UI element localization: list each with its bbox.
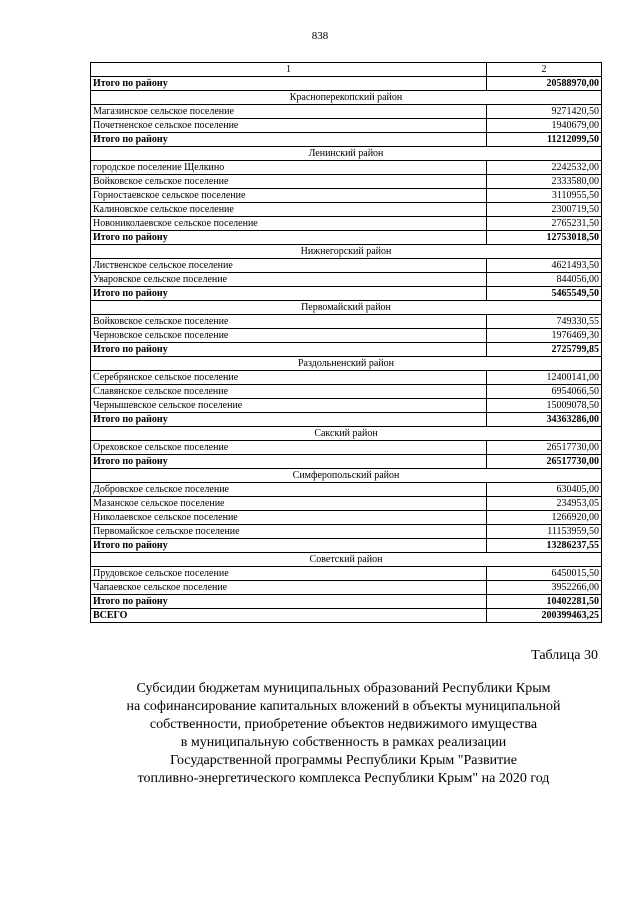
page-number: 838: [311, 30, 329, 42]
table-row: [91, 189, 602, 203]
table-row: [91, 175, 602, 189]
district-name: Советский район: [91, 553, 602, 567]
total-row: [91, 539, 602, 553]
amount-value: 1266920,00: [487, 511, 602, 525]
settlement-name: Ореховское сельское поселение: [91, 441, 487, 455]
settlement-name: Магазинское сельское поселение: [91, 105, 487, 119]
amount-value: 2300719,50: [487, 203, 602, 217]
table-row: [91, 119, 602, 133]
total-row: [91, 595, 602, 609]
amount-value: 234953,05: [487, 497, 602, 511]
table-row: [91, 371, 602, 385]
total-row: [91, 287, 602, 301]
table-row: [91, 385, 602, 399]
settlement-name: Чернышевское сельское поселение: [91, 399, 487, 413]
total-amount: 200399463,25: [487, 609, 602, 623]
settlement-name: Калиновское сельское поселение: [91, 203, 487, 217]
total-row: [91, 133, 602, 147]
title-line: на софинансирование капитальных вложений в объекты муниципальной: [126, 699, 561, 714]
table-row: [91, 483, 602, 497]
amount-value: 11153959,50: [487, 525, 602, 539]
total-label: Итого по району: [91, 455, 487, 469]
settlement-name: Прудовское сельское поселение: [91, 567, 487, 581]
settlement-name: Добровское сельское поселение: [91, 483, 487, 497]
total-amount: 10402281,50: [487, 595, 602, 609]
amount-value: 12400141,00: [487, 371, 602, 385]
settlement-name: Серебрянское сельское поселение: [91, 371, 487, 385]
total-label: Итого по району: [91, 287, 487, 301]
district-name: Красноперекопский район: [91, 91, 602, 105]
table-row: [91, 315, 602, 329]
total-amount: 13286237,55: [487, 539, 602, 553]
table-row: [91, 203, 602, 217]
amount-value: 6450015,50: [487, 567, 602, 581]
total-label: Итого по району: [91, 231, 487, 245]
total-amount: 2725799,85: [487, 343, 602, 357]
table-row: [91, 581, 602, 595]
settlement-name: Черновское сельское поселение: [91, 329, 487, 343]
settlement-name: Мазанское сельское поселение: [91, 497, 487, 511]
table-row: [91, 273, 602, 287]
table-row: [91, 105, 602, 119]
table-row: [91, 511, 602, 525]
amount-value: 6954066,50: [487, 385, 602, 399]
total-label: Итого по району: [91, 77, 487, 91]
title-line: собственности, приобретение объектов недвижимого имущества: [149, 717, 538, 732]
amount-value: 9271420,50: [487, 105, 602, 119]
settlement-name: Славянское сельское поселение: [91, 385, 487, 399]
settlement-name: Чапаевское сельское поселение: [91, 581, 487, 595]
title-line: Субсидии бюджетам муниципальных образований Республики Крым: [136, 681, 551, 696]
total-amount: 12753018,50: [487, 231, 602, 245]
settlement-name: Лиственское сельское поселение: [91, 259, 487, 273]
table-row: [91, 441, 602, 455]
settlement-name: Новониколаевское сельское поселение: [91, 217, 487, 231]
district-name: Раздольненский район: [91, 357, 602, 371]
district-header-row: [91, 469, 602, 483]
district-header-row: [91, 301, 602, 315]
settlement-name: Войковское сельское поселение: [91, 175, 487, 189]
total-label: Итого по району: [91, 343, 487, 357]
district-name: Симферопольский район: [91, 469, 602, 483]
district-name: Ленинский район: [91, 147, 602, 161]
total-row: [91, 609, 602, 623]
settlement-name: городское поселение Щелкино: [91, 161, 487, 175]
total-row: [91, 77, 602, 91]
column-header-2: 2: [487, 63, 602, 77]
amount-value: 2765231,50: [487, 217, 602, 231]
district-header-row: [91, 245, 602, 259]
amount-value: 3952266,00: [487, 581, 602, 595]
total-amount: 5465549,50: [487, 287, 602, 301]
settlement-name: Уваровское сельское поселение: [91, 273, 487, 287]
total-row: [91, 413, 602, 427]
amount-value: 1976469,30: [487, 329, 602, 343]
title-line: в муниципальную собственность в рамках реализации: [180, 735, 507, 750]
amount-value: 630405,00: [487, 483, 602, 497]
total-row: [91, 343, 602, 357]
table-header-row: [91, 63, 602, 77]
table-row: [91, 497, 602, 511]
total-amount: 20588970,00: [487, 77, 602, 91]
title-line: топливно-энергетического комплекса Республики Крым" на 2020 год: [137, 771, 550, 786]
title-line: Государственной программы Республики Крым "Развитие: [170, 753, 517, 768]
amount-value: 15009078,50: [487, 399, 602, 413]
total-label: Итого по району: [91, 595, 487, 609]
table-row: [91, 329, 602, 343]
amount-value: 4621493,50: [487, 259, 602, 273]
district-header-row: [91, 357, 602, 371]
settlement-name: Горностаевское сельское поселение: [91, 189, 487, 203]
table-number-label: Таблица 30: [531, 648, 598, 663]
settlement-name: Войковское сельское поселение: [91, 315, 487, 329]
district-header-row: [91, 91, 602, 105]
settlement-name: Первомайское сельское поселение: [91, 525, 487, 539]
table-row: [91, 259, 602, 273]
amount-value: 844056,00: [487, 273, 602, 287]
amount-value: 2333580,00: [487, 175, 602, 189]
total-row: [91, 231, 602, 245]
total-label: Итого по району: [91, 413, 487, 427]
amount-value: 26517730,00: [487, 441, 602, 455]
district-header-row: [91, 147, 602, 161]
column-header-1: 1: [91, 63, 487, 77]
total-label: ВСЕГО: [91, 609, 487, 623]
table-row: [91, 399, 602, 413]
total-label: Итого по району: [91, 133, 487, 147]
table-row: [91, 217, 602, 231]
total-amount: 34363286,00: [487, 413, 602, 427]
total-label: Итого по району: [91, 539, 487, 553]
total-amount: 11212099,50: [487, 133, 602, 147]
settlement-name: Николаевское сельское поселение: [91, 511, 487, 525]
amount-value: 2242532,00: [487, 161, 602, 175]
district-header-row: [91, 553, 602, 567]
district-name: Нижнегорский район: [91, 245, 602, 259]
total-row: [91, 455, 602, 469]
district-name: Сакский район: [91, 427, 602, 441]
amount-value: 3110955,50: [487, 189, 602, 203]
subsidy-table: [90, 62, 602, 623]
table-row: [91, 567, 602, 581]
settlement-name: Почетненское сельское поселение: [91, 119, 487, 133]
district-header-row: [91, 427, 602, 441]
table-row: [91, 161, 602, 175]
district-name: Первомайский район: [91, 301, 602, 315]
amount-value: 749330,55: [487, 315, 602, 329]
table-title: [90, 680, 597, 788]
amount-value: 1940679,00: [487, 119, 602, 133]
table-row: [91, 525, 602, 539]
total-amount: 26517730,00: [487, 455, 602, 469]
